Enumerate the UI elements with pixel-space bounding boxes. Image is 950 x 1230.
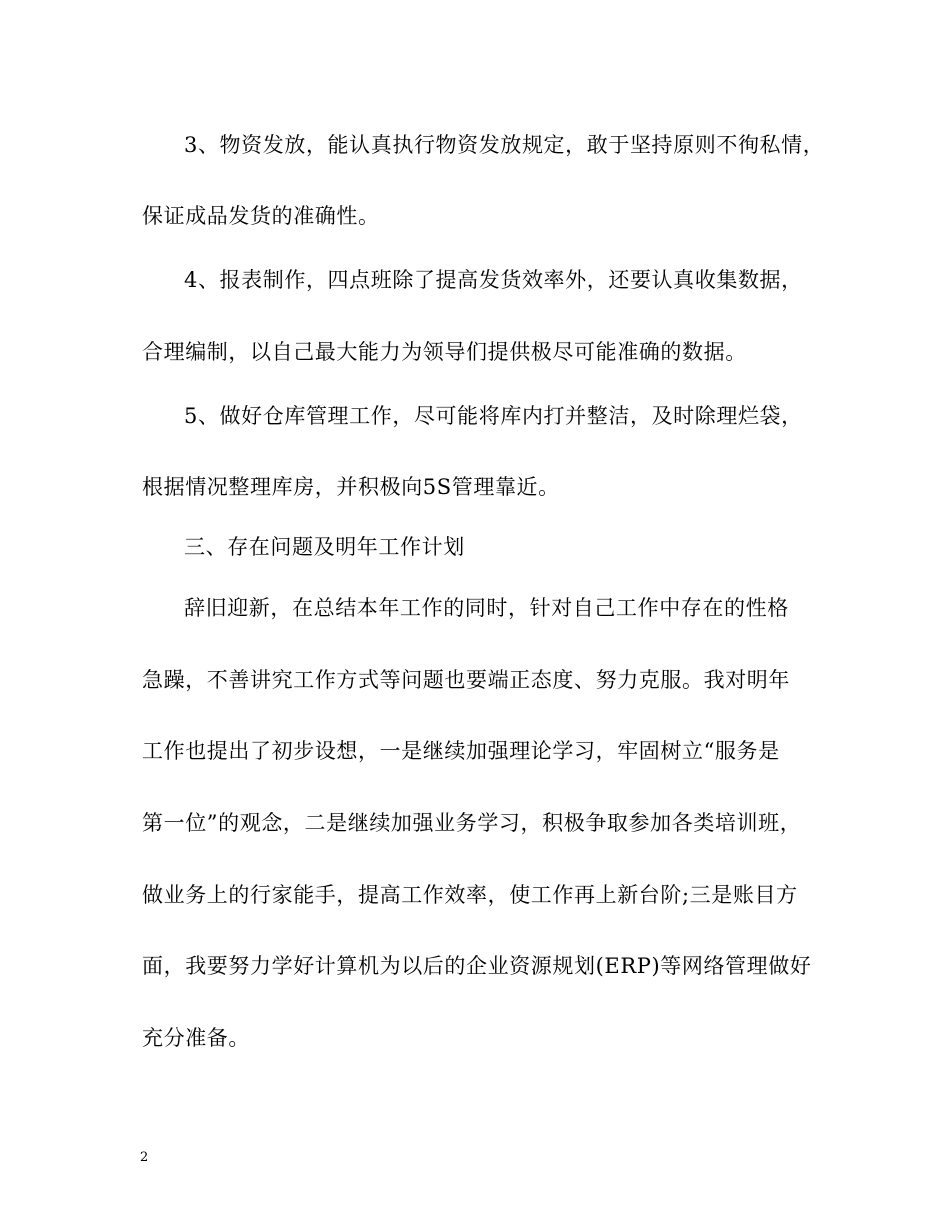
paragraph-line: 第一位”的观念，二是继续加强业务学习，积极争取参加各类培训班， — [142, 811, 802, 835]
paragraph-line: 面，我要努力学好计算机为以后的企业资源规划(ERP)等网络管理做好 — [142, 954, 812, 978]
paragraph-line: 充分准备。 — [142, 1026, 250, 1050]
paragraph-line: 工作也提出了初步设想，一是继续加强理论学习，牢固树立“服务是 — [142, 739, 780, 763]
paragraph-line: 5、做好仓库管理工作，尽可能将库内打并整洁，及时除理烂袋， — [184, 404, 803, 428]
paragraph-line: 合理编制，以自己最大能力为领导们提供极尽可能准确的数据。 — [142, 340, 747, 364]
page-number: 2 — [140, 1150, 149, 1165]
paragraph-line: 辞旧迎新，在总结本年工作的同时，针对自己工作中存在的性格 — [184, 596, 789, 620]
paragraph-line: 急躁，不善讲究工作方式等问题也要端正态度、努力克服。我对明年 — [142, 668, 790, 692]
paragraph-line: 4、报表制作，四点班除了提高发货效率外，还要认真收集数据， — [184, 268, 803, 292]
paragraph-line: 做业务上的行家能手，提高工作效率，使工作再上新台阶;三是账目方 — [142, 883, 798, 907]
paragraph-line: 根据情况整理库房，并积极向5S管理靠近。 — [142, 475, 560, 499]
section-heading: 三、存在问题及明年工作计划 — [184, 535, 465, 559]
paragraph-line: 3、物资发放，能认真执行物资发放规定，敢于坚持原则不徇私情， — [184, 133, 825, 157]
paragraph-line: 保证成品发货的准确性。 — [142, 204, 380, 228]
